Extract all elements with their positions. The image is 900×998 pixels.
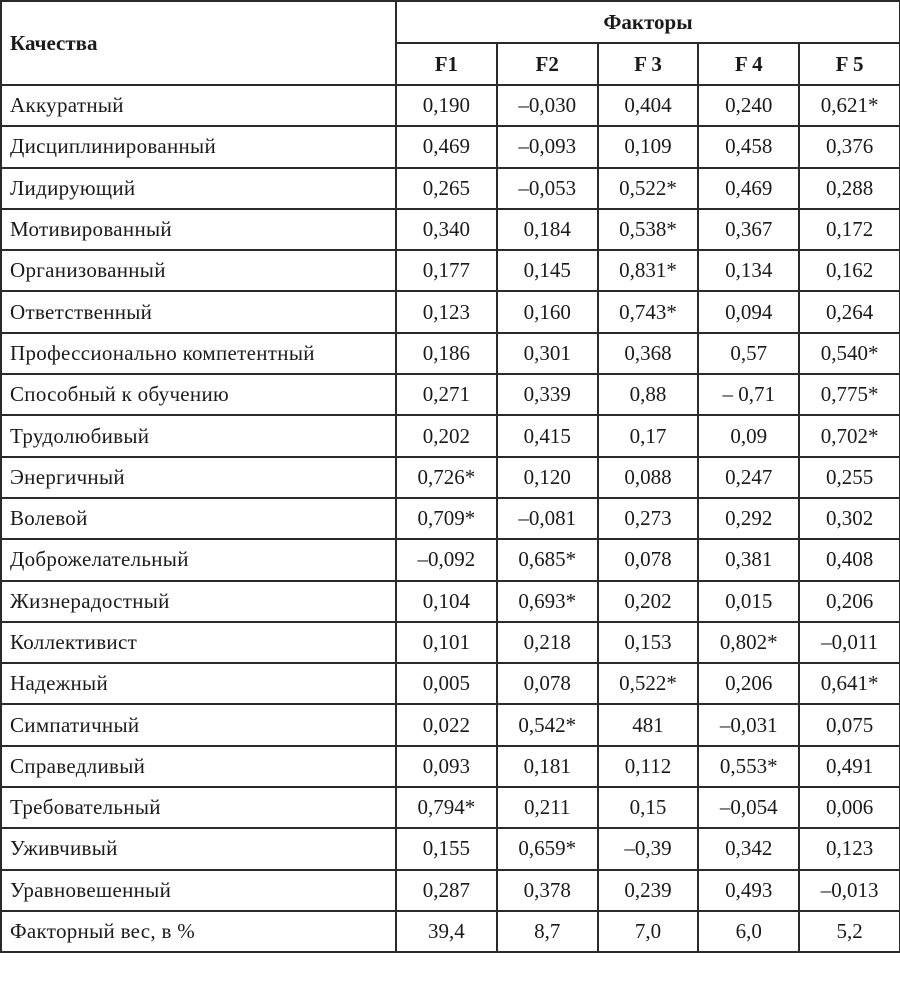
factor-loading-cell: 0,522* <box>598 663 699 704</box>
quality-label: Лидирующий <box>1 168 396 209</box>
quality-label: Энергичный <box>1 457 396 498</box>
factor-loading-cell: 0,301 <box>497 333 598 374</box>
quality-label: Уживчивый <box>1 828 396 869</box>
factor-loading-cell: 0,367 <box>698 209 799 250</box>
factor-loading-cell: –0,011 <box>799 622 900 663</box>
factor-loading-cell: 0,264 <box>799 291 900 332</box>
factor-loading-cell: –0,054 <box>698 787 799 828</box>
factor-loading-cell: 0,287 <box>396 870 497 911</box>
factor-loading-cell: 0,160 <box>497 291 598 332</box>
factor-loading-cell: 0,831* <box>598 250 699 291</box>
factor-loading-cell: 0,094 <box>698 291 799 332</box>
factor-loading-cell: 0,177 <box>396 250 497 291</box>
factor-loading-cell: 0,09 <box>698 415 799 456</box>
table-row <box>1 787 900 828</box>
factor-loading-cell: 0,145 <box>497 250 598 291</box>
factor-loading-cell: 0,109 <box>598 126 699 167</box>
factor-loading-cell: 0,368 <box>598 333 699 374</box>
factor-loading-cell: 0,015 <box>698 581 799 622</box>
factor-loading-cell: –0,093 <box>497 126 598 167</box>
factor-loading-cell: 0,88 <box>598 374 699 415</box>
table-row <box>1 250 900 291</box>
factor-loading-cell: 0,302 <box>799 498 900 539</box>
quality-label: Мотивированный <box>1 209 396 250</box>
quality-label: Справедливый <box>1 746 396 787</box>
quality-label: Трудолюбивый <box>1 415 396 456</box>
table-row <box>1 85 900 126</box>
factor-loading-cell: 0,540* <box>799 333 900 374</box>
table-row <box>1 168 900 209</box>
factor-loading-cell: 0,078 <box>598 539 699 580</box>
factor-loading-cell: –0,030 <box>497 85 598 126</box>
factor-loading-cell: 0,702* <box>799 415 900 456</box>
factor-loading-cell: 0,184 <box>497 209 598 250</box>
quality-label: Доброжелательный <box>1 539 396 580</box>
factor-loading-cell: 0,255 <box>799 457 900 498</box>
quality-label: Жизнерадостный <box>1 581 396 622</box>
table-row <box>1 870 900 911</box>
factor-loading-cell: 0,775* <box>799 374 900 415</box>
header-row-top <box>1 1 900 43</box>
factor-loading-cell: – 0,71 <box>698 374 799 415</box>
table-row <box>1 374 900 415</box>
factor-loading-cell: 0,376 <box>799 126 900 167</box>
factors-header: Факторы <box>396 1 900 43</box>
factor-loading-cell: 0,292 <box>698 498 799 539</box>
quality-label: Профессионально компетентный <box>1 333 396 374</box>
factor-loading-cell: 0,794* <box>396 787 497 828</box>
factor-loading-cell: –0,013 <box>799 870 900 911</box>
factor-loading-cell: 0,726* <box>396 457 497 498</box>
factor-weight-value: 7,0 <box>598 911 699 952</box>
quality-label: Способный к обучению <box>1 374 396 415</box>
factor-column-header: F1 <box>396 43 497 85</box>
table-row <box>1 581 900 622</box>
factor-loading-cell: 0,162 <box>799 250 900 291</box>
factor-loading-cell: 0,206 <box>698 663 799 704</box>
factor-loading-cell: 0,104 <box>396 581 497 622</box>
factor-loading-cell: 0,247 <box>698 457 799 498</box>
quality-label: Организованный <box>1 250 396 291</box>
factor-loading-cell: 0,458 <box>698 126 799 167</box>
factor-loading-cell: –0,053 <box>497 168 598 209</box>
factor-loading-cell: 0,415 <box>497 415 598 456</box>
factor-loading-cell: 0,685* <box>497 539 598 580</box>
factor-column-header: F 3 <box>598 43 699 85</box>
factor-loading-cell: 0,342 <box>698 828 799 869</box>
factor-loading-cell: 0,006 <box>799 787 900 828</box>
factor-loading-cell: 0,288 <box>799 168 900 209</box>
factor-loading-cell: 0,709* <box>396 498 497 539</box>
factor-loading-cell: 0,120 <box>497 457 598 498</box>
factor-loading-cell: 0,641* <box>799 663 900 704</box>
factor-loading-cell: 0,381 <box>698 539 799 580</box>
factor-loading-cell: –0,081 <box>497 498 598 539</box>
quality-label: Требовательный <box>1 787 396 828</box>
quality-label: Аккуратный <box>1 85 396 126</box>
factor-loading-cell: 0,123 <box>799 828 900 869</box>
factor-loading-cell: 0,155 <box>396 828 497 869</box>
factor-loading-cell: 0,273 <box>598 498 699 539</box>
factor-loading-cell: –0,092 <box>396 539 497 580</box>
factor-loading-cell: 0,743* <box>598 291 699 332</box>
table-row <box>1 746 900 787</box>
quality-label: Симпатичный <box>1 704 396 745</box>
factor-column-header: F2 <box>497 43 598 85</box>
quality-label: Ответственный <box>1 291 396 332</box>
factor-loading-cell: 0,218 <box>497 622 598 663</box>
table-row <box>1 291 900 332</box>
quality-label: Волевой <box>1 498 396 539</box>
table-row <box>1 209 900 250</box>
factor-weight-value: 5,2 <box>799 911 900 952</box>
factor-weight-value: 39,4 <box>396 911 497 952</box>
factor-loading-cell: 0,265 <box>396 168 497 209</box>
factor-loading-cell: 0,15 <box>598 787 699 828</box>
table-row <box>1 622 900 663</box>
factor-loading-cell: 0,075 <box>799 704 900 745</box>
table-row <box>1 828 900 869</box>
table-row <box>1 498 900 539</box>
factor-column-header: F 4 <box>698 43 799 85</box>
quality-label: Коллективист <box>1 622 396 663</box>
factor-loading-cell: 0,202 <box>396 415 497 456</box>
factor-column-header: F 5 <box>799 43 900 85</box>
factor-loading-cell: 0,404 <box>598 85 699 126</box>
factor-loading-cell: 0,134 <box>698 250 799 291</box>
factor-weight-label: Факторный вес, в % <box>1 911 396 952</box>
table-body <box>1 85 900 911</box>
factor-loading-cell: 0,621* <box>799 85 900 126</box>
quality-label: Дисциплинированный <box>1 126 396 167</box>
table-row <box>1 663 900 704</box>
factor-loading-cell: 0,186 <box>396 333 497 374</box>
table-row <box>1 457 900 498</box>
factor-weight-row <box>1 911 900 952</box>
factor-loading-cell: 0,271 <box>396 374 497 415</box>
factor-loading-cell: 0,101 <box>396 622 497 663</box>
factor-loading-cell: 0,093 <box>396 746 497 787</box>
factor-loading-cell: 0,202 <box>598 581 699 622</box>
table-row <box>1 415 900 456</box>
factor-loading-cell: 0,022 <box>396 704 497 745</box>
factor-loading-cell: 0,181 <box>497 746 598 787</box>
factor-loading-cell: 0,088 <box>598 457 699 498</box>
factor-loading-cell: –0,39 <box>598 828 699 869</box>
factor-loading-cell: 0,378 <box>497 870 598 911</box>
factor-loading-cell: 0,408 <box>799 539 900 580</box>
factor-loading-cell: 0,469 <box>698 168 799 209</box>
qualities-header: Качества <box>1 1 396 85</box>
table-row <box>1 704 900 745</box>
factor-loading-cell: 0,078 <box>497 663 598 704</box>
factor-loading-cell: 0,522* <box>598 168 699 209</box>
factor-loading-cell: 0,493 <box>698 870 799 911</box>
factor-loading-cell: 0,240 <box>698 85 799 126</box>
factor-loading-cell: 0,123 <box>396 291 497 332</box>
factor-loading-cell: 0,153 <box>598 622 699 663</box>
factor-loading-cell: 0,211 <box>497 787 598 828</box>
factor-loading-cell: 0,172 <box>799 209 900 250</box>
factor-loading-cell: 0,469 <box>396 126 497 167</box>
table-row <box>1 539 900 580</box>
factor-loading-cell: 0,491 <box>799 746 900 787</box>
table-row <box>1 126 900 167</box>
factor-loading-cell: 0,112 <box>598 746 699 787</box>
factor-loading-cell: –0,031 <box>698 704 799 745</box>
factor-loading-cell: 0,339 <box>497 374 598 415</box>
quality-label: Уравновешенный <box>1 870 396 911</box>
factor-weight-value: 8,7 <box>497 911 598 952</box>
factor-loading-cell: 0,190 <box>396 85 497 126</box>
factor-loading-cell: 0,802* <box>698 622 799 663</box>
factor-weight-value: 6,0 <box>698 911 799 952</box>
factor-loading-cell: 0,659* <box>497 828 598 869</box>
factor-loading-cell: 0,17 <box>598 415 699 456</box>
factor-loading-cell: 0,542* <box>497 704 598 745</box>
factor-loading-cell: 0,538* <box>598 209 699 250</box>
factor-loading-cell: 0,693* <box>497 581 598 622</box>
factor-loading-cell: 0,239 <box>598 870 699 911</box>
factor-loading-cell: 0,340 <box>396 209 497 250</box>
table-row <box>1 333 900 374</box>
factor-loading-cell: 0,57 <box>698 333 799 374</box>
factor-loading-cell: 481 <box>598 704 699 745</box>
factor-loading-cell: 0,206 <box>799 581 900 622</box>
factor-loading-cell: 0,553* <box>698 746 799 787</box>
factor-loading-cell: 0,005 <box>396 663 497 704</box>
quality-label: Надежный <box>1 663 396 704</box>
